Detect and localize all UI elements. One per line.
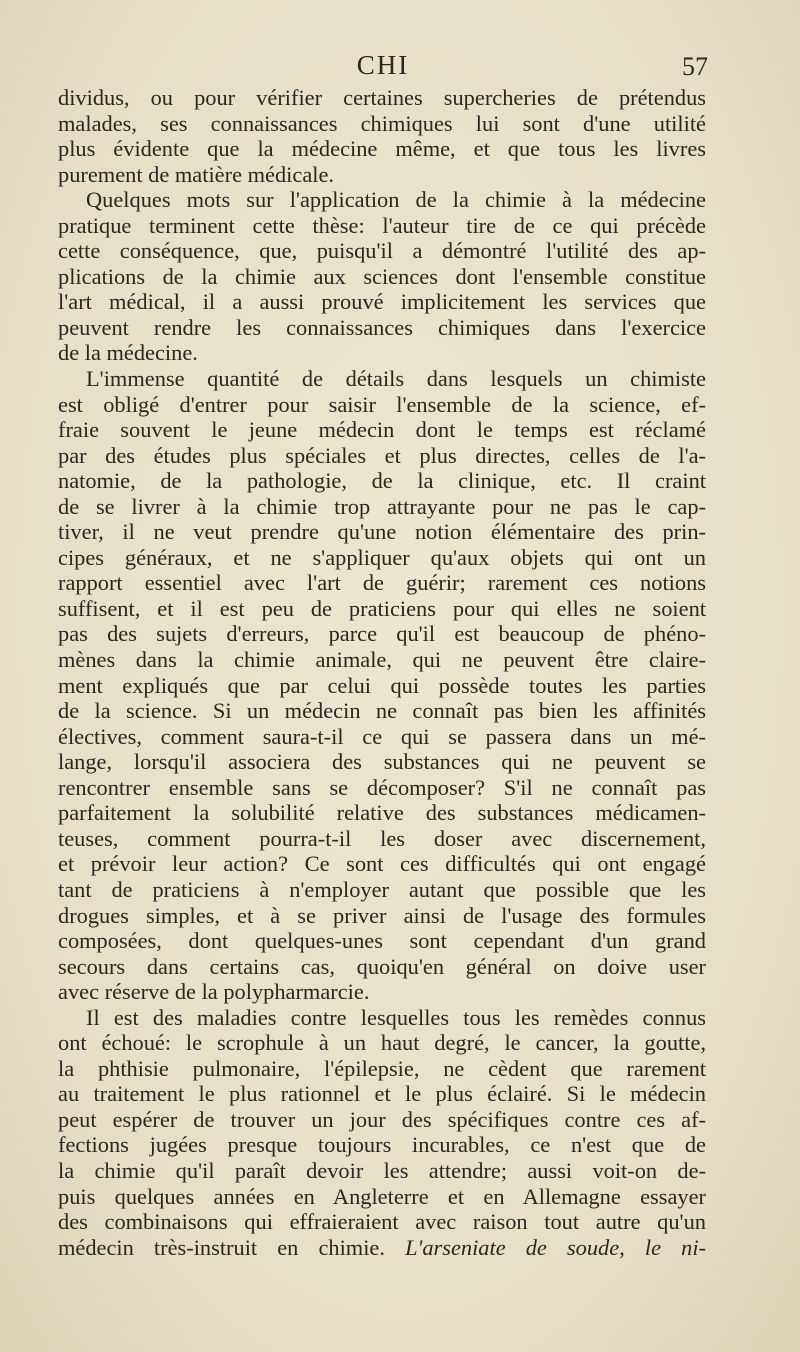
page-header (58, 50, 708, 84)
italic-term: le ni- (644, 1234, 707, 1260)
text-line: au traitement le plus rationnel et le plus éclairé. Si le médecin (58, 1081, 706, 1107)
text-line: tant de praticiens à n'employer autant que possible que les (58, 876, 706, 902)
paragraph (58, 366, 706, 1005)
italic-term: L'arseniate de soude (405, 1234, 620, 1260)
text-line: malades, ses connaissances chimiques lui sont d'une utilité (58, 110, 706, 136)
text-line: puis quelques années en Angleterre et en Allemagne essayer (58, 1183, 706, 1209)
text-line: Il est des maladies contre lesquelles tous les remèdes connus (86, 1004, 706, 1030)
text-line: cette conséquence, que, puisqu'il a démontré l'utilité des ap- (58, 238, 706, 264)
body-text (58, 85, 706, 1260)
text-line: Quelques mots sur l'application de la chimie à la médecine (86, 187, 706, 213)
text-line: peuvent rendre les connaissances chimiques dans l'exercice (58, 314, 706, 340)
text-line: par des études plus spéciales et plus directes, celles de l'a- (58, 442, 706, 468)
text-line: dividus, ou pour vérifier certaines supercheries de prétendus (58, 85, 706, 110)
text-line: cipes généraux, et ne s'appliquer qu'aux objets qui ont un (58, 544, 706, 570)
page-number: 57 (682, 52, 708, 81)
paragraph (58, 187, 706, 366)
text-line: L'immense quantité de détails dans lesquels un chimiste (86, 366, 706, 392)
text-line: rencontrer ensemble sans se décomposer? S'il ne connaît pas (58, 774, 706, 800)
text-fragment: médecin très-instruit en chimie. (58, 1234, 385, 1260)
text-line: peut espérer de trouver un jour des spécifiques contre ces af- (58, 1106, 706, 1132)
text-line: ont échoué: le scrophule à un haut degré, le cancer, la goutte, (58, 1030, 706, 1056)
text-line: composées, dont quelques-unes sont cependant d'un grand (58, 928, 706, 954)
text-line: plus évidente que la médecine même, et que tous les livres (58, 136, 706, 162)
text-line: ment expliqués que par celui qui possède toutes les parties (58, 672, 706, 698)
text-line: suffisent, et il est peu de praticiens pour qui elles ne soient (58, 595, 706, 621)
text-line: des combinaisons qui effraieraient avec raison tout autre qu'un (58, 1209, 706, 1235)
text-line: lange, lorsqu'il associera des substances qui ne peuvent se (58, 749, 706, 775)
text-line: fections jugées presque toujours incurables, ce n'est que de (58, 1132, 706, 1158)
text-line: drogues simples, et à se priver ainsi de l'usage des formules (58, 902, 706, 928)
text-line: et prévoir leur action? Ce sont ces difficultés qui ont engagé (58, 851, 706, 877)
text-line: fraie souvent le jeune médecin dont le temps est réclamé (58, 417, 706, 443)
text-line: la phthisie pulmonaire, l'épilepsie, ne cèdent que rarement (58, 1055, 706, 1081)
text-line: tiver, il ne veut prendre qu'une notion élémentaire des prin- (58, 519, 706, 545)
text-line: est obligé d'entrer pour saisir l'ensemble de la science, ef- (58, 391, 706, 417)
text-line: pas des sujets d'erreurs, parce qu'il est beaucoup de phéno- (58, 621, 706, 647)
text-line: pratique terminent cette thèse: l'auteur tire de ce qui précède (58, 212, 706, 238)
text-line: teuses, comment pourra-t-il les doser avec discernement, (58, 825, 706, 851)
text-line: la chimie qu'il paraît devoir les attendre; aussi voit-on de- (58, 1157, 706, 1183)
running-head: CHI (356, 50, 410, 80)
text-line: natomie, de la pathologie, de la clinique, etc. Il craint (58, 468, 706, 494)
text-line: électives, comment saura-t-il ce qui se passera dans un mé- (58, 723, 706, 749)
text-line: purement de matière médicale. (58, 161, 335, 187)
text-line: parfaitement la solubilité relative des substances médicamen- (58, 800, 706, 826)
text-fragment: , (619, 1234, 625, 1260)
text-line: de se livrer à la chimie trop attrayante pour ne pas le cap- (58, 493, 706, 519)
text-line: secours dans certains cas, quoiqu'en général on doive user (58, 953, 706, 979)
text-line: mènes dans la chimie animale, qui ne peuvent être claire- (58, 647, 706, 673)
text-line: l'art médical, il a aussi prouvé implicitement les services que (58, 289, 706, 315)
paragraph (58, 1005, 706, 1260)
text-line: rapport essentiel avec l'art de guérir; rarement ces notions (58, 570, 706, 596)
text-line: de la médecine. (58, 340, 198, 366)
paragraph (58, 85, 706, 187)
text-line: de la science. Si un médecin ne connaît pas bien les affinités (58, 698, 706, 724)
text-line-final (58, 1235, 706, 1261)
text-line: avec réserve de la polypharmarcie. (58, 979, 370, 1005)
text-line: plications de la chimie aux sciences dont l'ensemble constitue (58, 263, 706, 289)
